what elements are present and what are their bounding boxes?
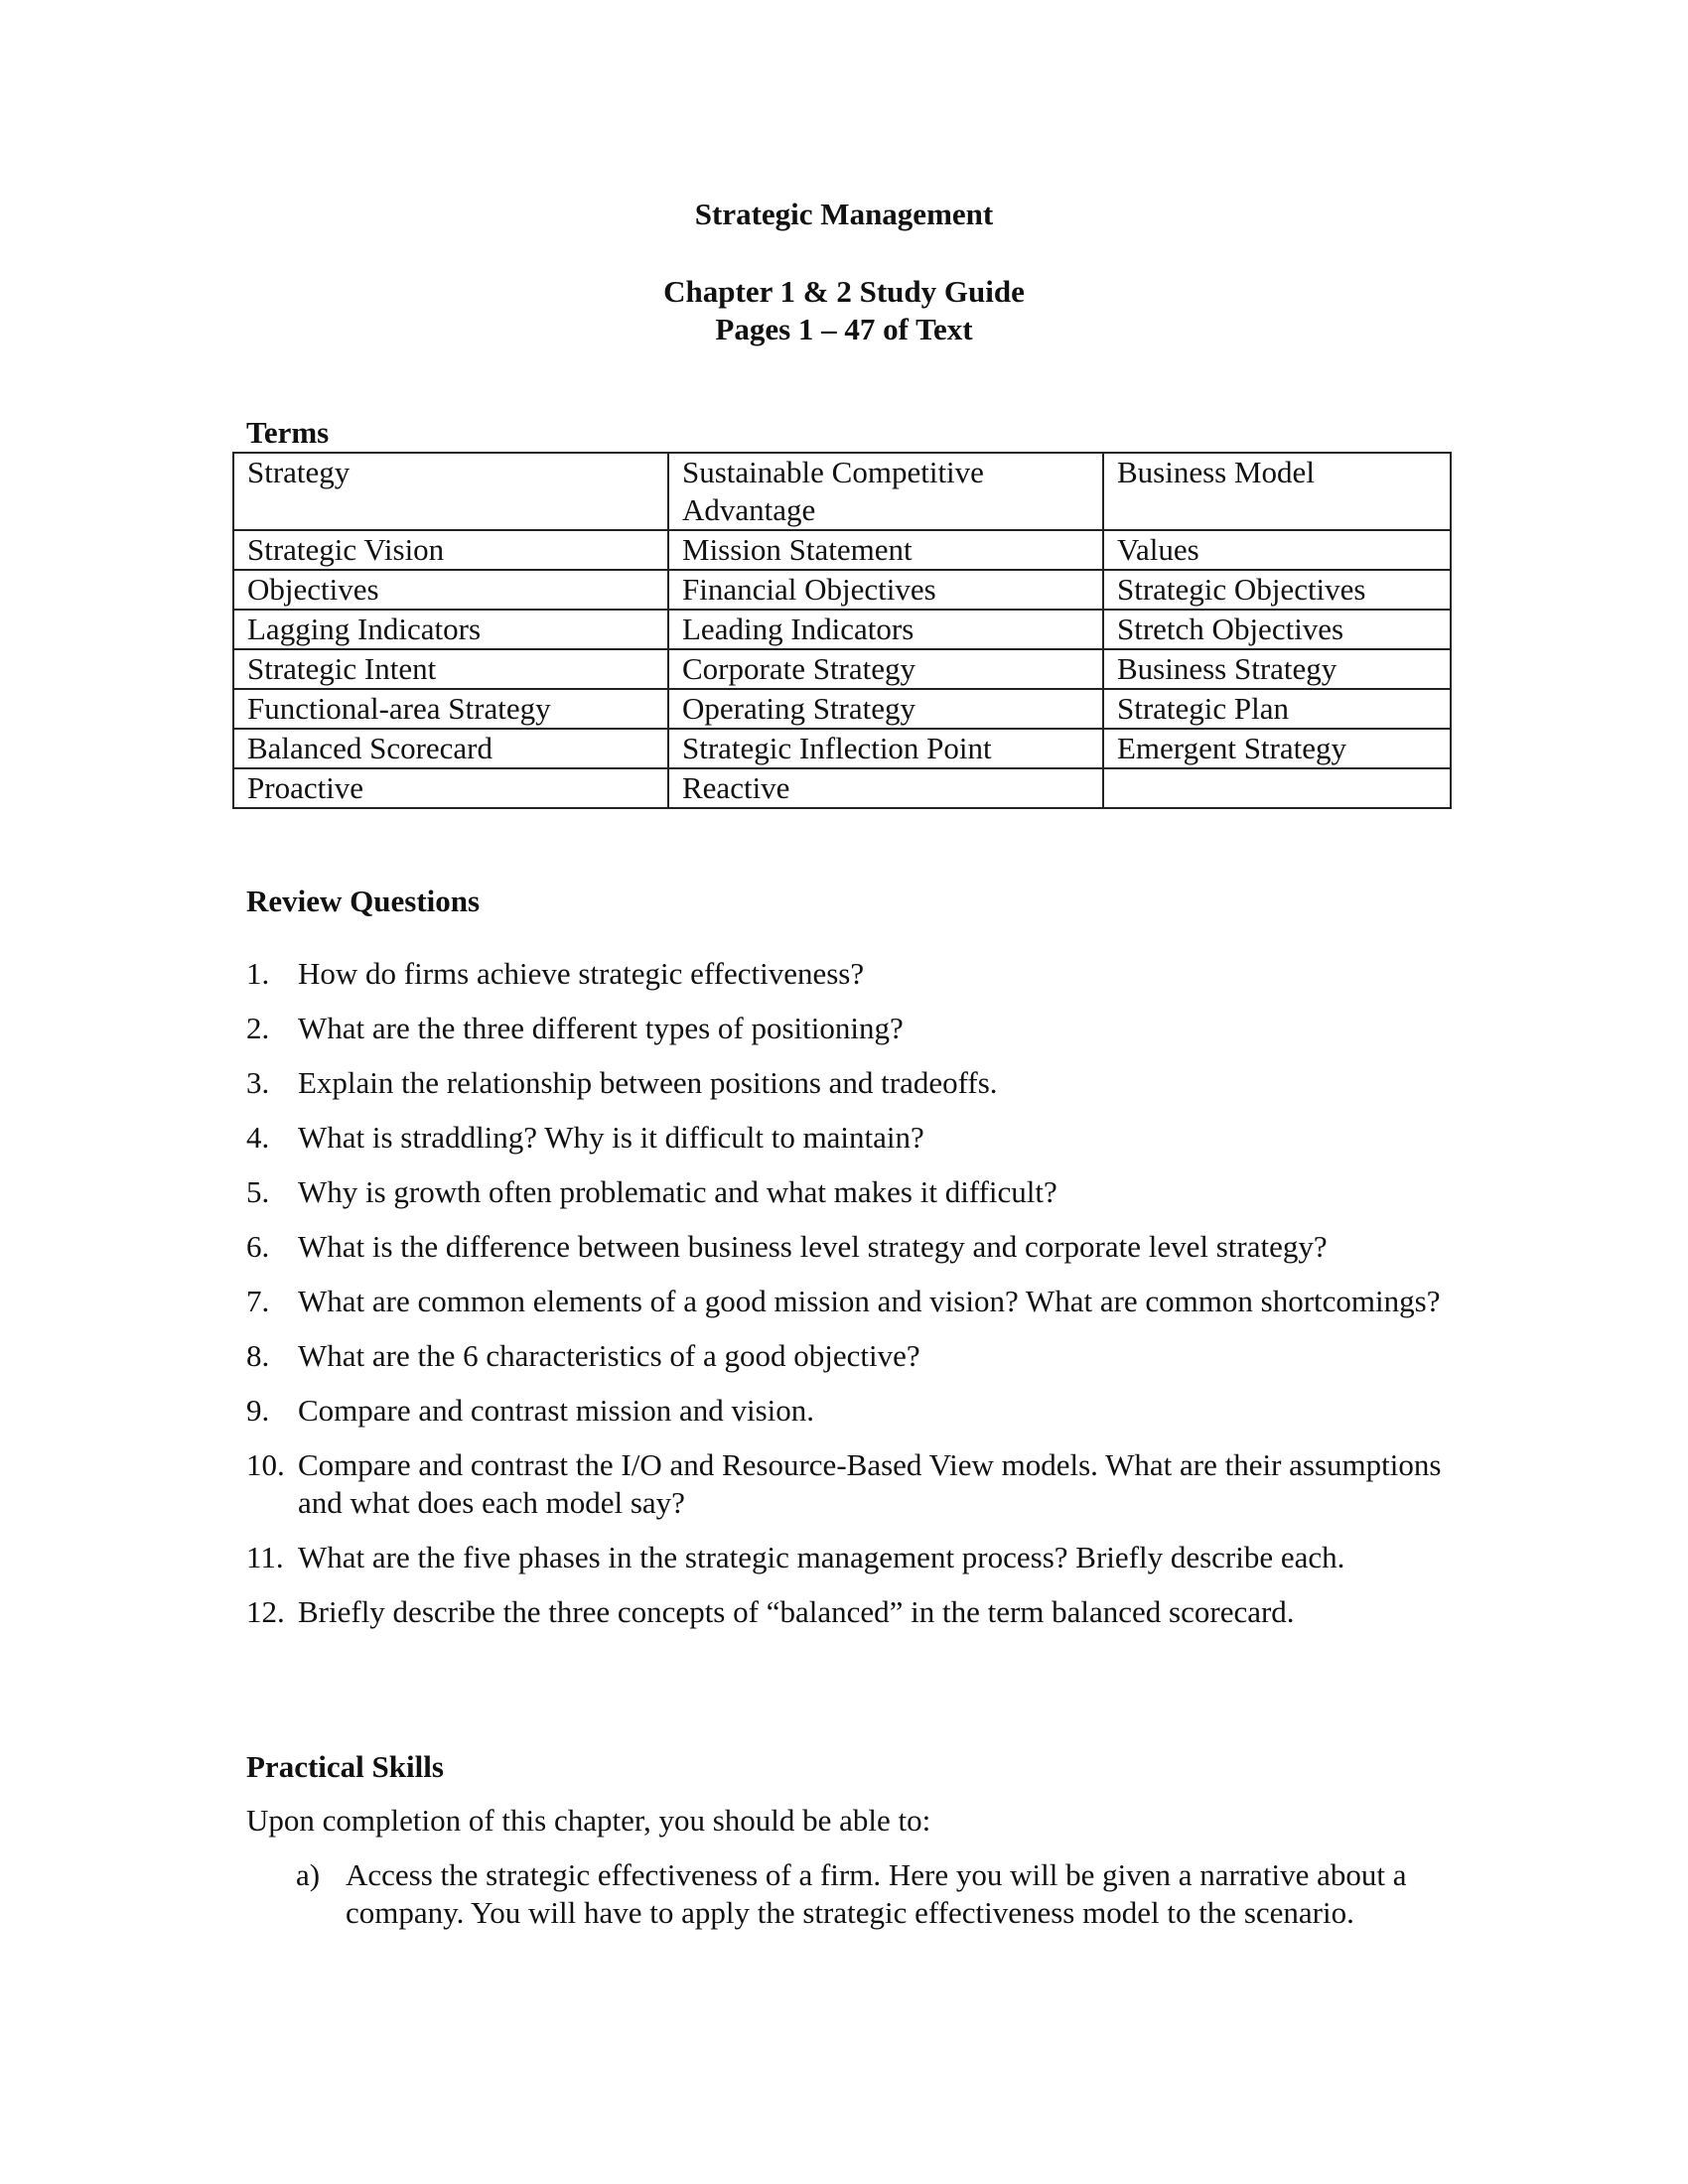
- term-cell: Corporate Strategy: [668, 649, 1103, 689]
- practical-skills-list: [296, 1856, 1438, 1932]
- question-text: What are the three different types of positioning?: [298, 1011, 904, 1045]
- question-text: What are common elements of a good mission and vision? What are common shortcomings?: [298, 1284, 1441, 1318]
- question-number: 12.: [246, 1594, 285, 1629]
- question-number: 4.: [246, 1120, 270, 1155]
- question-text: What is straddling? Why is it difficult to maintain?: [298, 1120, 924, 1155]
- question-number: 6.: [246, 1229, 270, 1264]
- term-cell: Business Strategy: [1103, 649, 1451, 689]
- review-question-item: [246, 1064, 1468, 1102]
- question-text: Explain the relationship between positions and tradeoffs.: [298, 1065, 998, 1100]
- review-question-item: [246, 955, 1468, 993]
- question-number: 10.: [246, 1447, 285, 1482]
- skill-letter: a): [296, 1857, 321, 1892]
- terms-table: [232, 452, 1452, 809]
- term-cell: Lagging Indicators: [233, 610, 668, 649]
- practical-skills-intro: Upon completion of this chapter, you should be able to:: [246, 1803, 931, 1838]
- question-number: 9.: [246, 1393, 270, 1428]
- review-questions-list: [246, 955, 1468, 1648]
- term-cell: Business Model: [1103, 453, 1451, 530]
- term-cell: Strategic Plan: [1103, 689, 1451, 729]
- term-cell: Financial Objectives: [668, 570, 1103, 610]
- question-text: What are the five phases in the strategic management process? Briefly describe each.: [298, 1540, 1345, 1574]
- term-cell: Reactive: [668, 768, 1103, 808]
- term-cell: Stretch Objectives: [1103, 610, 1451, 649]
- question-number: 2.: [246, 1011, 270, 1045]
- term-cell: Emergent Strategy: [1103, 729, 1451, 768]
- practical-skills-heading: Practical Skills: [246, 1749, 444, 1784]
- skill-text: Access the strategic effectiveness of a firm. Here you will be given a narrative about a company. You will have to apply the strategic effectiveness model to the scenario.: [346, 1857, 1407, 1930]
- question-text: How do firms achieve strategic effectiveness?: [298, 956, 865, 991]
- question-text: What are the 6 characteristics of a good objective?: [298, 1338, 920, 1373]
- question-text: Compare and contrast the I/O and Resource-Based View models. What are their assumptions and what does each model say?: [298, 1447, 1442, 1520]
- term-cell: Mission Statement: [668, 530, 1103, 570]
- review-question-item: [246, 1119, 1468, 1157]
- terms-table-body: [233, 453, 1451, 808]
- question-number: 11.: [246, 1540, 284, 1574]
- pages-subtitle: Pages 1 – 47 of Text: [715, 312, 973, 346]
- terms-table-row: [233, 768, 1451, 808]
- terms-table-row: [233, 649, 1451, 689]
- question-text: Compare and contrast mission and vision.: [298, 1393, 815, 1428]
- term-cell: Strategy: [233, 453, 668, 530]
- review-question-item: [246, 1173, 1468, 1211]
- term-cell: Functional-area Strategy: [233, 689, 668, 729]
- terms-table-row: [233, 453, 1451, 530]
- term-cell: [1103, 768, 1451, 808]
- term-cell: Strategic Objectives: [1103, 570, 1451, 610]
- term-cell: Operating Strategy: [668, 689, 1103, 729]
- term-cell: Balanced Scorecard: [233, 729, 668, 768]
- review-question-item: [246, 1539, 1468, 1576]
- term-cell: Strategic Vision: [233, 530, 668, 570]
- review-question-item: [246, 1446, 1468, 1522]
- question-text: What is the difference between business level strategy and corporate level strategy?: [298, 1229, 1328, 1264]
- term-cell: Strategic Inflection Point: [668, 729, 1103, 768]
- question-number: 8.: [246, 1338, 270, 1373]
- practical-skill-item: [296, 1856, 1438, 1932]
- review-questions-heading: Review Questions: [246, 884, 481, 918]
- question-text: Briefly describe the three concepts of “balanced” in the term balanced scorecard.: [298, 1594, 1295, 1629]
- review-question-item: [246, 1283, 1468, 1320]
- question-number: 7.: [246, 1284, 270, 1318]
- document-title: Strategic Management: [694, 197, 994, 231]
- chapter-subtitle: Chapter 1 & 2 Study Guide: [663, 274, 1025, 309]
- question-number: 1.: [246, 956, 270, 991]
- term-cell: Strategic Intent: [233, 649, 668, 689]
- term-cell: Sustainable Competitive Advantage: [668, 453, 1103, 530]
- terms-heading: Terms: [246, 415, 330, 450]
- review-question-item: [246, 1228, 1468, 1266]
- term-cell: Leading Indicators: [668, 610, 1103, 649]
- terms-table-row: [233, 570, 1451, 610]
- question-text: Why is growth often problematic and what makes it difficult?: [298, 1174, 1057, 1209]
- review-question-item: [246, 1392, 1468, 1430]
- terms-table-row: [233, 610, 1451, 649]
- question-number: 3.: [246, 1065, 270, 1100]
- question-number: 5.: [246, 1174, 270, 1209]
- terms-table-row: [233, 729, 1451, 768]
- term-cell: Objectives: [233, 570, 668, 610]
- subtitle-block: [0, 273, 1688, 348]
- terms-table-row: [233, 530, 1451, 570]
- term-cell: Values: [1103, 530, 1451, 570]
- review-question-item: [246, 1337, 1468, 1375]
- review-question-item: [246, 1010, 1468, 1047]
- terms-table-row: [233, 689, 1451, 729]
- term-cell: Proactive: [233, 768, 668, 808]
- review-question-item: [246, 1593, 1468, 1631]
